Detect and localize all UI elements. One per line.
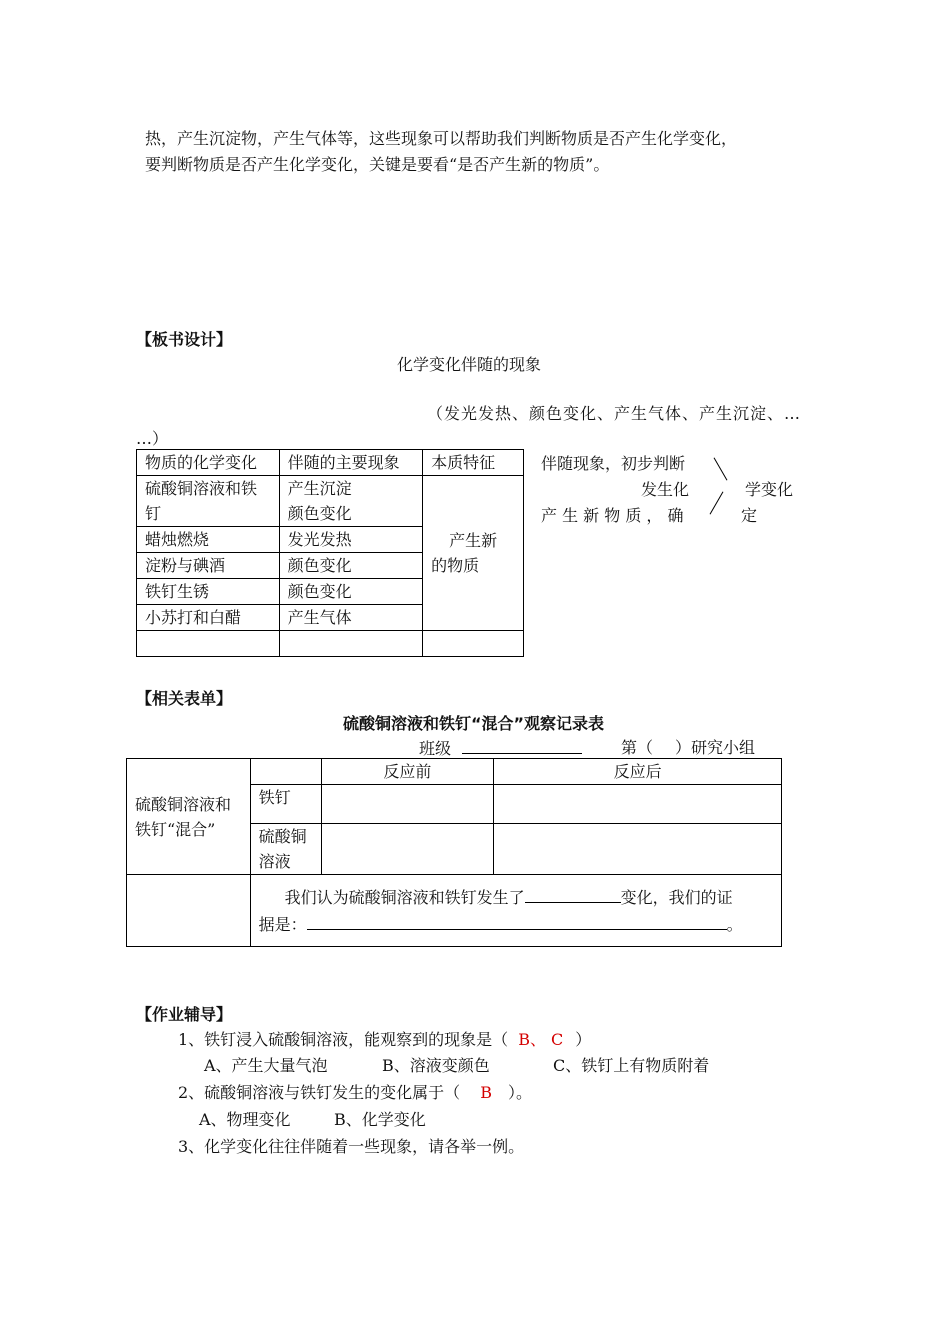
conclusion-cell (250, 875, 781, 947)
answer-2: B (480, 1083, 492, 1102)
item-nail: 铁钉 (250, 785, 321, 824)
nail-before-cell[interactable] (321, 785, 494, 824)
board-phenomena-line-1: （发光发热、颜色变化、产生气体、产生沉淀、… (427, 404, 802, 423)
table-cell: 蜡烛燃烧 (137, 527, 280, 553)
item-solution-line-1: 硫酸铜 (258, 827, 307, 846)
nail-after-cell[interactable] (494, 785, 782, 824)
q2-option-a: A、物理变化 (199, 1110, 291, 1129)
question-1: 1、铁钉浸入硫酸铜溶液，能观察到的现象是（ B、 C ） (178, 1030, 592, 1049)
table-cell: 颜色变化 (279, 579, 423, 605)
essence-cell (423, 476, 524, 631)
bracket-upper-stroke (714, 457, 728, 480)
table-row-empty (137, 631, 524, 657)
form-title: 硫酸铜溶液和铁钉“混合”观察记录表 (343, 714, 605, 733)
side-line-1: 伴随现象，初步判断 (541, 454, 686, 473)
class-line (419, 735, 582, 759)
board-title: 化学变化伴随的现象 (397, 355, 542, 374)
essence-line-2: 的物质 (431, 556, 480, 575)
answer-1: B、 C (518, 1030, 564, 1049)
board-phenomena-line-2: …） (136, 429, 169, 448)
table-header: 伴随的主要现象 (279, 450, 423, 476)
table-cell: 小苏打和白醋 (137, 605, 280, 631)
group-suffix: ）研究小组 (675, 738, 756, 757)
row-label-line-2: 铁钉“混合” (135, 819, 216, 839)
col-after: 反应后 (494, 759, 782, 785)
table-cell: 硫酸铜溶液和铁 (145, 479, 258, 498)
conclusion-row (127, 875, 782, 947)
row-label-line-1: 硫酸铜溶液和 (135, 794, 232, 814)
bracket-lower-stroke (710, 491, 724, 514)
essence-line-1: 产生新 (449, 531, 498, 550)
homework-heading: 【作业辅导】 (136, 1005, 233, 1024)
table-header-row (137, 450, 524, 476)
col-before: 反应前 (321, 759, 494, 785)
table-header: 物质的化学变化 (137, 450, 280, 476)
table-cell: 颜色变化 (287, 504, 352, 523)
table-cell: 产生气体 (279, 605, 423, 631)
group-line (621, 735, 755, 758)
board-heading: 【板书设计】 (136, 330, 233, 349)
table-cell: 发光发热 (279, 527, 423, 553)
board-table (136, 449, 524, 657)
conclusion-line-2: 据是： 。 (259, 911, 773, 938)
conclusion-line-1: 我们认为硫酸铜溶液和铁钉发生了 变化，我们的证 (259, 884, 773, 911)
table-cell: 颜色变化 (279, 553, 423, 579)
side-line-2a: 发生化 (641, 480, 690, 499)
table-header: 本质特征 (423, 450, 524, 476)
solution-before-cell[interactable] (321, 824, 494, 875)
q1-option-b: B、溶液变颜色 (382, 1056, 490, 1075)
table-cell: 产生沉淀 (287, 479, 352, 498)
evidence-field[interactable] (307, 911, 727, 930)
item-solution-line-2: 溶液 (258, 852, 291, 871)
intro-line-1: 热，产生沉淀物，产生气体等，这些现象可以帮助我们判断物质是否产生化学变化， (145, 129, 738, 148)
side-line-3a: 产 生 新 物 质 ， 确 (541, 506, 684, 525)
solution-after-cell[interactable] (494, 824, 782, 875)
change-type-field[interactable] (525, 884, 621, 903)
question-3: 3、化学变化往往伴随着一些现象，请各举一例。 (178, 1137, 525, 1156)
observation-table (126, 758, 782, 947)
q1-option-c: C、铁钉上有物质附着 (553, 1056, 710, 1075)
intro-line-2: 要判断物质是否产生化学变化，关键是要看“是否产生新的物质”。 (145, 155, 610, 174)
form-heading: 【相关表单】 (136, 689, 233, 708)
class-field[interactable] (462, 735, 582, 754)
question-2: 2、硫酸铜溶液与铁钉发生的变化属于（ B ）。 (178, 1083, 532, 1102)
table-cell: 钉 (145, 504, 162, 523)
q1-option-a: A、产生大量气泡 (204, 1056, 328, 1075)
class-label: 班级 (419, 739, 452, 758)
group-prefix: 第（ (621, 738, 654, 757)
side-line-3b: 定 (741, 506, 758, 525)
q2-option-b: B、化学变化 (334, 1110, 426, 1129)
table-cell: 淀粉与碘酒 (137, 553, 280, 579)
side-line-2b: 学变化 (745, 480, 794, 499)
table-cell: 铁钉生锈 (137, 579, 280, 605)
table-row (137, 476, 524, 527)
row-label-cell (127, 759, 251, 875)
